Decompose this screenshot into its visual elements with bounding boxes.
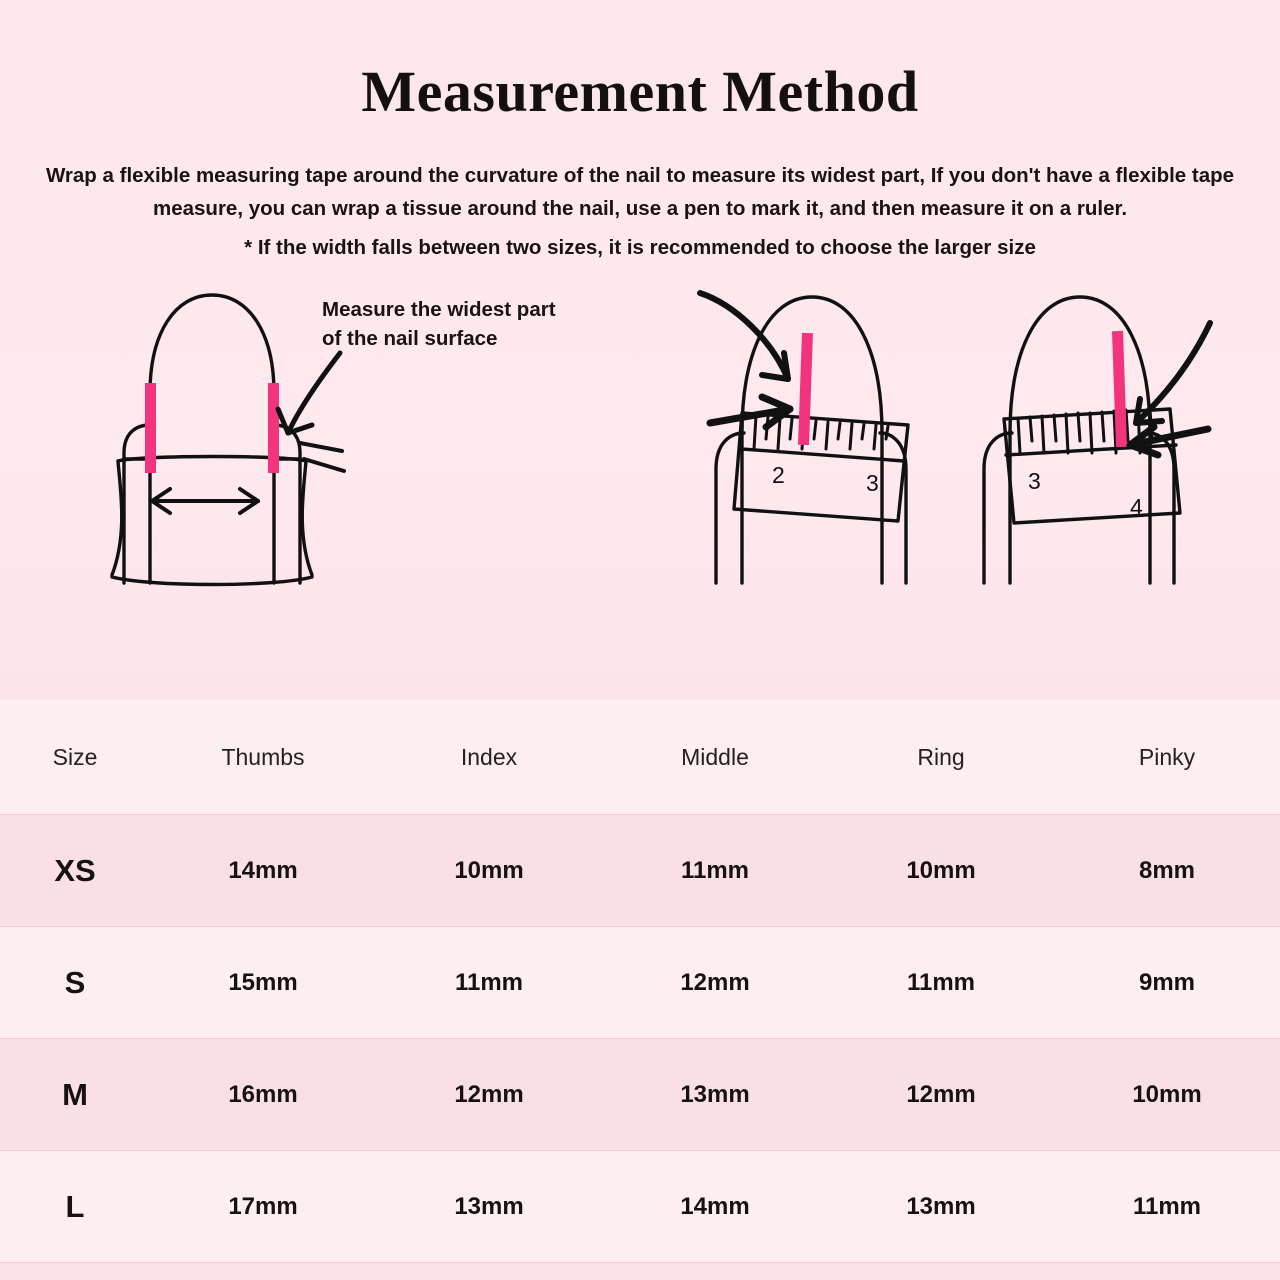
column-header-index: Index (376, 700, 602, 815)
instructions-note: * If the width falls between two sizes, it is recommended to choose the larger size (244, 236, 1036, 260)
cell-middle: 14mm (602, 1151, 828, 1263)
table-row (0, 815, 1280, 927)
cell-index: 10mm (376, 815, 602, 927)
cell-pinky: 9mm (1054, 927, 1280, 1039)
ruler-number-right-2: 4 (1130, 493, 1143, 520)
cell-pinky: 8mm (1054, 815, 1280, 927)
table-row (0, 1151, 1280, 1263)
ruler-number-right-1: 3 (1028, 467, 1041, 494)
measure-mark-left (145, 383, 156, 473)
column-header-thumbs: Thumbs (150, 700, 376, 815)
table-header (0, 700, 1280, 815)
cell-ring: 12mm (828, 1039, 1054, 1151)
instructions-paragraph: Wrap a flexible measuring tape around the curvature of the nail to measure its widest part, If you don't have a flexible tape measure, you can wrap a tissue around the nail, use a pen to mark it, and then measure it on a ruler. (45, 164, 1235, 221)
cell-ring: 10mm (828, 815, 1054, 927)
column-header-ring: Ring (828, 700, 1054, 815)
size-table (0, 700, 1280, 1263)
cell-index: 13mm (376, 1151, 602, 1263)
illustration-area (0, 283, 1280, 613)
ruler-mark-center (798, 332, 813, 444)
instructions-block (40, 159, 1240, 265)
cell-index: 11mm (376, 927, 602, 1039)
cell-ring: 13mm (828, 1151, 1054, 1263)
cell-middle: 12mm (602, 927, 828, 1039)
cell-size: L (0, 1151, 150, 1263)
callout-line-1: Measure the widest part (322, 297, 556, 321)
cell-thumbs: 16mm (150, 1039, 376, 1151)
cell-size: S (0, 927, 150, 1039)
cell-thumbs: 17mm (150, 1151, 376, 1263)
measurement-diagrams (0, 283, 1280, 613)
table-body (0, 815, 1280, 1263)
size-chart (0, 700, 1280, 1263)
cell-thumbs: 14mm (150, 815, 376, 927)
diagram-widest-part (112, 295, 312, 585)
cell-index: 12mm (376, 1039, 602, 1151)
column-header-pinky: Pinky (1054, 700, 1280, 815)
table-header-row (0, 700, 1280, 815)
callout-line-2: of the nail surface (322, 327, 498, 351)
ruler-number-center-2: 3 (866, 469, 879, 496)
cell-pinky: 11mm (1054, 1151, 1280, 1263)
page-title: Measurement Method (361, 59, 919, 124)
column-header-middle: Middle (602, 700, 828, 815)
cell-pinky: 10mm (1054, 1039, 1280, 1151)
column-header-size: Size (0, 700, 150, 815)
cell-size: XS (0, 815, 150, 927)
ruler-number-center-1: 2 (772, 461, 785, 488)
table-row (0, 927, 1280, 1039)
table-row (0, 1039, 1280, 1151)
cell-thumbs: 15mm (150, 927, 376, 1039)
cell-middle: 13mm (602, 1039, 828, 1151)
cell-size: M (0, 1039, 150, 1151)
measure-mark-right (268, 383, 279, 473)
cell-middle: 11mm (602, 815, 828, 927)
cell-ring: 11mm (828, 927, 1054, 1039)
